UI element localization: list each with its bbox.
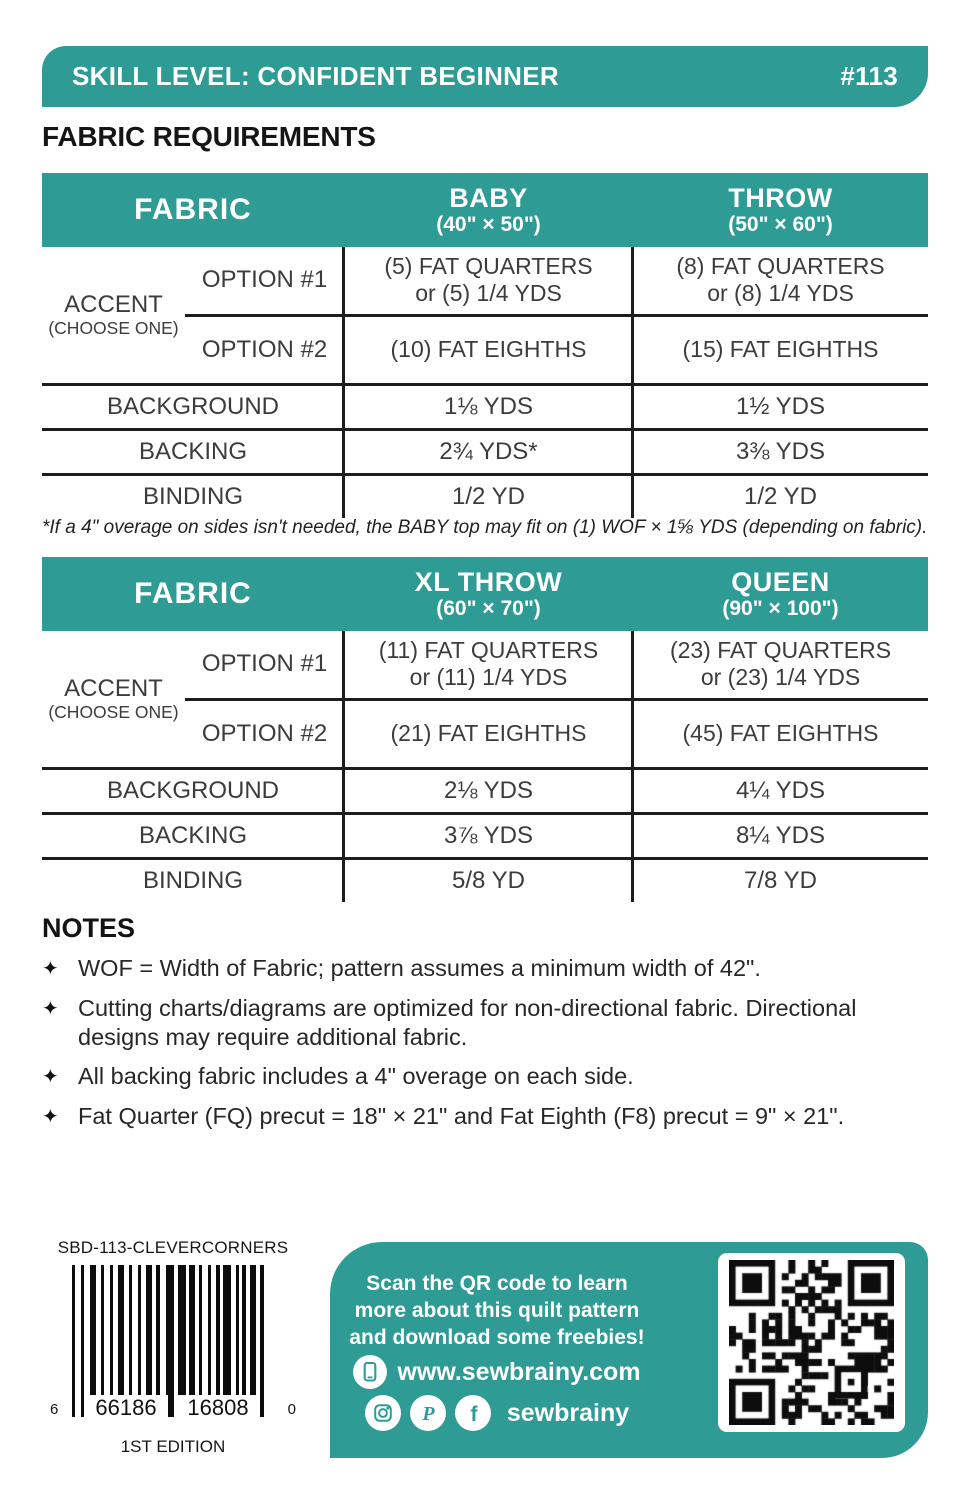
star-bullet-icon: ✦: [42, 1106, 59, 1128]
barcode-bar: [118, 1265, 124, 1395]
promo-line: Scan the QR code to learn: [366, 1272, 628, 1295]
row-label: BACKGROUND: [106, 393, 280, 420]
column-header-fabric: FABRIC: [134, 193, 252, 226]
fabric-table-xlthrow-queen: [42, 557, 928, 902]
column-divider: [342, 631, 345, 902]
barcode-bar: [260, 1265, 264, 1417]
option-1-row: [185, 631, 928, 698]
table-row-backing: [42, 812, 928, 857]
accent-label-cell: [42, 631, 185, 767]
cell-value: 1/2 YD: [744, 483, 817, 510]
barcode-bar: [223, 1265, 231, 1395]
option-value: [344, 253, 633, 307]
cell-value: 1⅛ YDS: [444, 393, 533, 420]
social-row: [332, 1395, 662, 1431]
website-link[interactable]: www.sewbrainy.com: [397, 1357, 641, 1386]
barcode-bar: [189, 1265, 195, 1395]
pinterest-icon[interactable]: [410, 1395, 446, 1431]
accent-options: [185, 247, 928, 383]
value-line: or (5) 1/4 YDS: [415, 280, 562, 307]
barcode-bar: [236, 1265, 239, 1395]
website-row: [332, 1355, 662, 1389]
star-bullet-icon: ✦: [42, 998, 59, 1020]
note-item: [42, 994, 930, 1052]
option-value: [633, 253, 928, 307]
value-line: (8) FAT QUARTERS: [676, 253, 885, 280]
column-header-throw: [633, 173, 928, 247]
barcode-bar: [146, 1265, 152, 1395]
skill-level-label: SKILL LEVEL: CONFIDENT BEGINNER: [72, 61, 559, 91]
accent-label-cell: [42, 247, 185, 383]
row-label: BACKGROUND: [106, 777, 280, 804]
cell-value: 3⅞ YDS: [444, 822, 533, 849]
barcode-digit-left: 6: [50, 1401, 59, 1418]
upc-barcode: [50, 1265, 296, 1420]
barcode-bar: [110, 1265, 113, 1395]
table-row-binding: [42, 473, 928, 518]
table-row-background: [42, 383, 928, 428]
promo-line: more about this quilt pattern: [354, 1299, 640, 1322]
column-header-xl-throw: [344, 557, 633, 631]
accent-row-group: [42, 247, 928, 383]
cell-value: 1/2 YD: [452, 483, 525, 510]
size-name: BABY: [449, 183, 528, 214]
size-name: THROW: [728, 183, 833, 214]
star-bullet-icon: ✦: [42, 958, 59, 980]
column-divider: [631, 247, 634, 518]
value-line: or (8) 1/4 YDS: [707, 280, 854, 307]
qr-plate: [718, 1253, 905, 1432]
option-value: [344, 637, 633, 691]
skill-level-banner: [42, 46, 928, 107]
table-footnote: *If a 4" overage on sides isn't needed, the BABY top may fit on (1) WOF × 1⅝ YDS (depending on fabric).: [42, 517, 928, 538]
option-label: OPTION #2: [201, 719, 328, 747]
column-header-baby: [344, 173, 633, 247]
barcode-bar: [242, 1265, 246, 1395]
accent-row-group: [42, 631, 928, 767]
row-label: BACKING: [138, 822, 248, 849]
column-divider: [631, 631, 634, 902]
edition-label: 1ST EDITION: [120, 1437, 226, 1456]
table-row-backing: [42, 428, 928, 473]
table-row-binding: [42, 857, 928, 902]
option-value: (10) FAT EIGHTHS: [390, 336, 587, 363]
option-1-row: [185, 247, 928, 314]
table-body: [42, 247, 928, 518]
cell-value: 8¼ YDS: [736, 822, 825, 849]
cell-value: 5/8 YD: [452, 867, 525, 894]
table-body: [42, 631, 928, 902]
promo-box: [330, 1242, 928, 1458]
barcode-bar: [138, 1265, 141, 1395]
fabric-table-baby-throw: [42, 173, 928, 518]
cell-value: 2⅛ YDS: [444, 777, 533, 804]
value-line: or (11) 1/4 YDS: [409, 664, 568, 691]
pattern-number: #113: [840, 61, 898, 91]
option-value: (21) FAT EIGHTHS: [390, 720, 587, 747]
value-line: (23) FAT QUARTERS: [669, 637, 892, 664]
option-value: [633, 637, 928, 691]
size-dimensions: (60" × 70"): [436, 597, 541, 621]
barcode-bar: [90, 1265, 96, 1395]
row-label: BINDING: [142, 483, 243, 510]
promo-line: and download some freebies!: [349, 1326, 645, 1349]
size-dimensions: (50" × 60"): [728, 213, 833, 237]
phone-icon: [353, 1355, 387, 1389]
accent-options: [185, 631, 928, 767]
option-2-row: [185, 314, 928, 384]
page-title: FABRIC REQUIREMENTS: [42, 121, 376, 152]
table-row-background: [42, 767, 928, 812]
row-label: BACKING: [138, 438, 248, 465]
note-text: All backing fabric includes a 4" overage on each side.: [78, 1063, 634, 1089]
column-header-fabric: FABRIC: [134, 577, 252, 610]
cell-value: 7/8 YD: [744, 867, 817, 894]
barcode-bar: [250, 1265, 256, 1395]
accent-label: ACCENT: [64, 291, 163, 319]
row-label: BINDING: [142, 867, 243, 894]
accent-label: ACCENT: [64, 675, 163, 703]
note-item: [42, 1062, 930, 1092]
barcode-digit-right: 0: [287, 1401, 296, 1418]
cell-value: 1½ YDS: [736, 393, 825, 420]
size-dimensions: (90" × 100"): [722, 597, 839, 621]
barcode-bar: [101, 1265, 104, 1395]
table-header: [42, 557, 928, 631]
social-handle: sewbrainy: [506, 1398, 630, 1427]
column-divider: [342, 247, 345, 518]
svg-text:f: f: [470, 1403, 478, 1426]
size-name: XL THROW: [414, 567, 563, 598]
barcode-digits-group1: 66186: [84, 1395, 168, 1421]
cell-value: 3⅜ YDS: [736, 438, 825, 465]
sku-code: SBD-113-CLEVERCORNERS: [57, 1238, 289, 1257]
barcode-bar: [129, 1265, 132, 1395]
option-2-row: [185, 698, 928, 768]
accent-sublabel: (CHOOSE ONE): [48, 317, 179, 338]
option-value: (15) FAT EIGHTHS: [682, 336, 879, 363]
note-text: Cutting charts/diagrams are optimized for non-directional fabric. Directional designs may require additional fabric.: [78, 995, 857, 1050]
option-label: OPTION #2: [201, 335, 328, 363]
instagram-icon[interactable]: [365, 1395, 401, 1431]
option-value: (45) FAT EIGHTHS: [682, 720, 879, 747]
cell-value: 4¼ YDS: [736, 777, 825, 804]
size-name: QUEEN: [731, 567, 830, 598]
facebook-icon[interactable]: [455, 1395, 491, 1431]
note-text: Fat Quarter (FQ) precut = 18" × 21" and Fat Eighth (F8) precut = 9" × 21".: [78, 1103, 845, 1129]
notes-heading: NOTES: [42, 913, 136, 943]
notes-section: [42, 913, 930, 1142]
barcode-bar: [216, 1265, 220, 1395]
option-label: OPTION #1: [201, 266, 328, 294]
table-header: [42, 173, 928, 247]
value-line: (5) FAT QUARTERS: [384, 253, 593, 280]
note-item: [42, 1102, 930, 1132]
qr-code: [729, 1260, 894, 1425]
cell-value: 2¾ YDS*: [439, 438, 538, 465]
value-line: (11) FAT QUARTERS: [378, 637, 599, 664]
note-item: [42, 954, 930, 984]
barcode-bar: [208, 1265, 211, 1395]
barcode-bar: [156, 1265, 160, 1395]
svg-text:P: P: [422, 1403, 435, 1425]
accent-sublabel: (CHOOSE ONE): [48, 701, 179, 722]
note-text: WOF = Width of Fabric; pattern assumes a minimum width of 42".: [78, 955, 761, 981]
star-bullet-icon: ✦: [42, 1066, 59, 1088]
barcode-bar: [72, 1265, 75, 1417]
column-header-queen: [633, 557, 928, 631]
size-dimensions: (40" × 50"): [436, 213, 541, 237]
barcode-bar: [199, 1265, 202, 1395]
barcode-digits-group2: 16808: [178, 1395, 258, 1421]
value-line: or (23) 1/4 YDS: [700, 664, 861, 691]
promo-message: [332, 1270, 662, 1351]
option-label: OPTION #1: [201, 650, 328, 678]
